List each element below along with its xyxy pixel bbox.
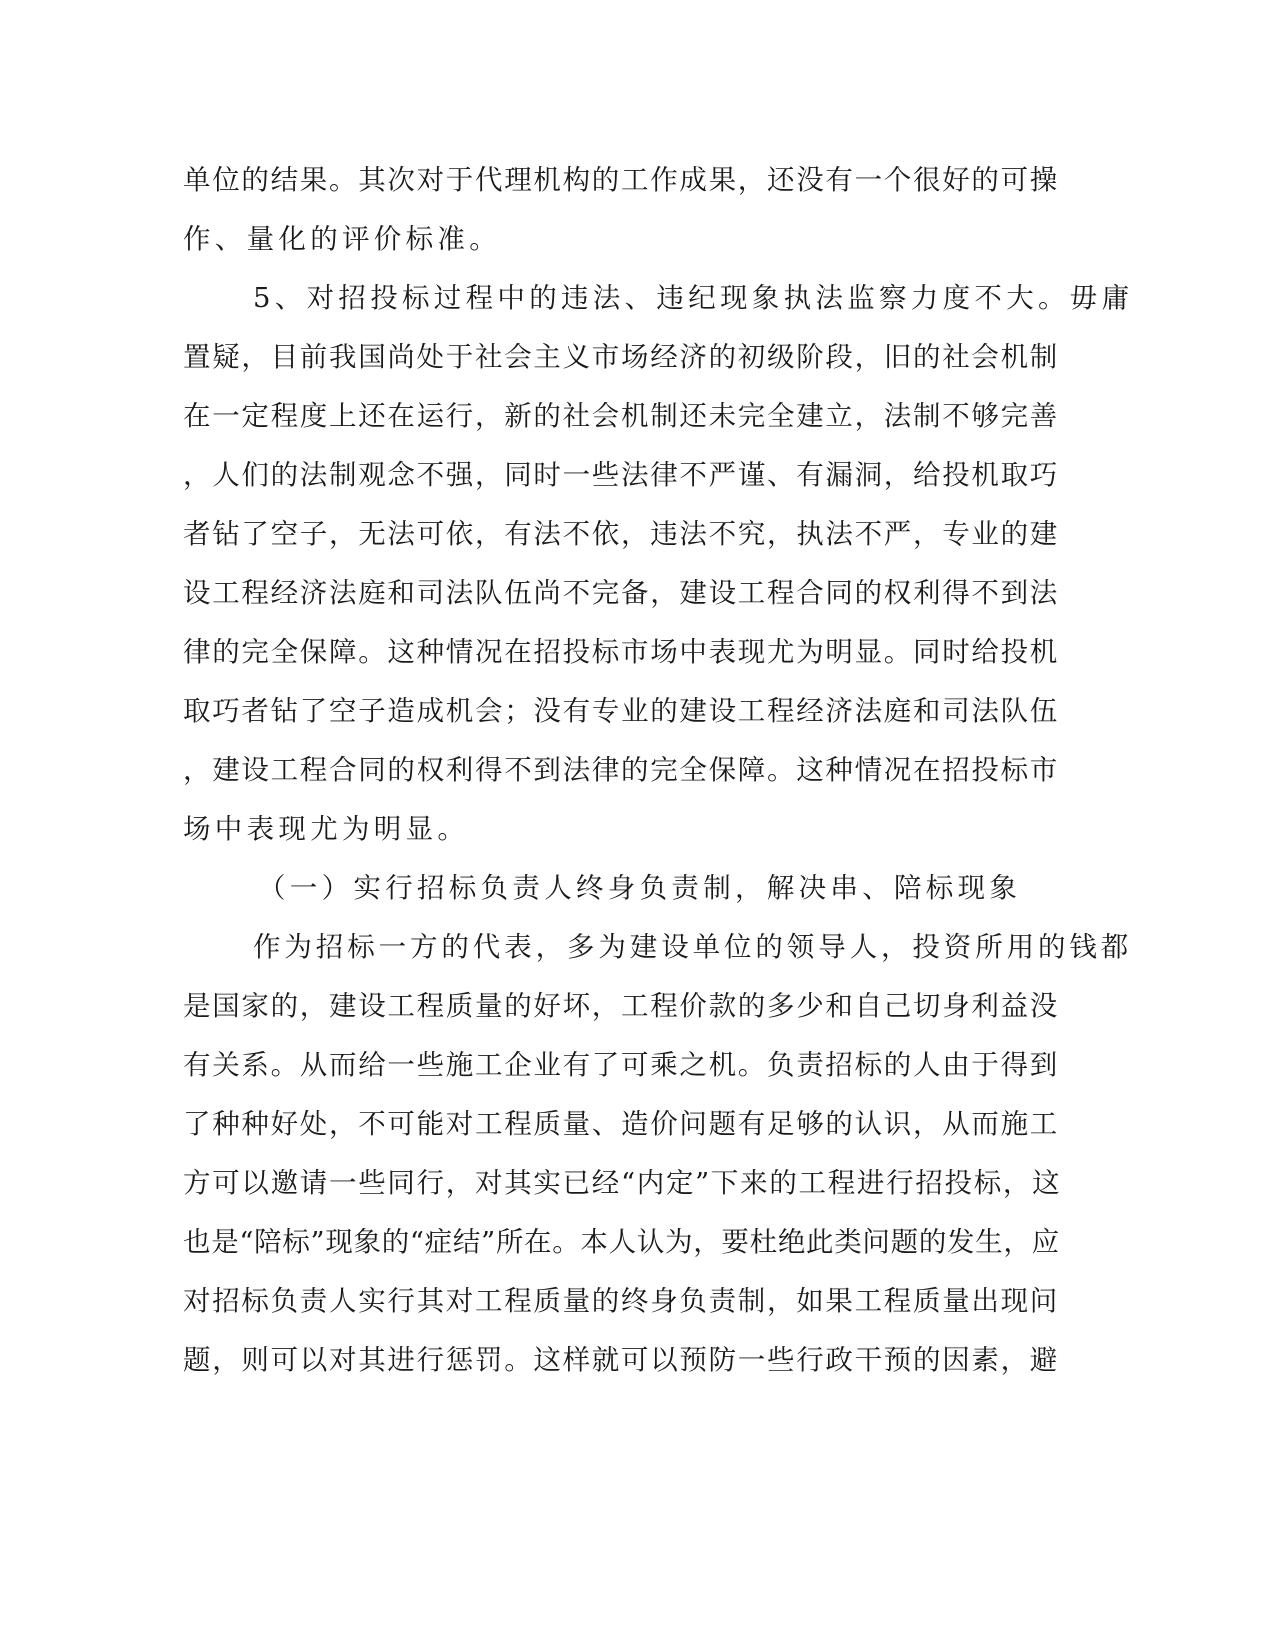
text-line: 取巧者钻了空子造成机会；没有专业的建设工程经济法庭和司法队伍: [183, 695, 1059, 727]
text-line: 者钻了空子，无法可依，有法不依，违法不究，执法不严，专业的建: [183, 518, 1059, 550]
text-line: 单位的结果。其次对于代理机构的工作成果，还没有一个很好的可操: [183, 164, 1059, 196]
text-line: 有关系。从而给一些施工企业有了可乘之机。负责招标的人由于得到: [183, 1049, 1059, 1081]
text-line: 方可以邀请一些同行，对其实已经“内定”下来的工程进行招投标，这: [183, 1167, 1062, 1199]
text-line: 场中表现尤为明显。: [183, 813, 470, 845]
text-line: 题，则可以对其进行惩罚。这样就可以预防一些行政干预的因素，避: [183, 1344, 1059, 1376]
text-line: 也是“陪标”现象的“症结”所在。本人认为，要杜绝此类问题的发生，应: [183, 1226, 1060, 1258]
section-heading: （一）实行招标负责人终身负责制，解决串、陪标现象: [258, 872, 1022, 904]
text-line: 律的完全保障。这种情况在招投标市场中表现尤为明显。同时给投机: [183, 636, 1059, 668]
text-line: 了种种好处，不可能对工程质量、造价问题有足够的认识，从而施工: [183, 1108, 1059, 1140]
text-line: 对招标负责人实行其对工程质量的终身负责制，如果工程质量出现问: [183, 1285, 1059, 1317]
text-line: 是国家的，建设工程质量的好坏，工程价款的多少和自己切身利益没: [183, 990, 1059, 1022]
text-line: ，人们的法制观念不强，同时一些法律不严谨、有漏洞，给投机取巧: [183, 459, 1059, 491]
text-line-section-5: 5、对招投标过程中的违法、违纪现象执法监察力度不大。毋庸: [253, 282, 1133, 314]
text-line: 作、量化的评价标准。: [183, 223, 501, 255]
text-line: ，建设工程合同的权利得不到法律的完全保障。这种情况在招投标市: [183, 754, 1059, 786]
text-line: 设工程经济法庭和司法队伍尚不完备，建设工程合同的权利得不到法: [183, 577, 1059, 609]
text-line: 作为招标一方的代表，多为建设单位的领导人，投资所用的钱都: [253, 931, 1133, 963]
text-line: 置疑，目前我国尚处于社会主义市场经济的初级阶段，旧的社会机制: [183, 341, 1059, 373]
text-line: 在一定程度上还在运行，新的社会机制还未完全建立，法制不够完善: [183, 400, 1059, 432]
